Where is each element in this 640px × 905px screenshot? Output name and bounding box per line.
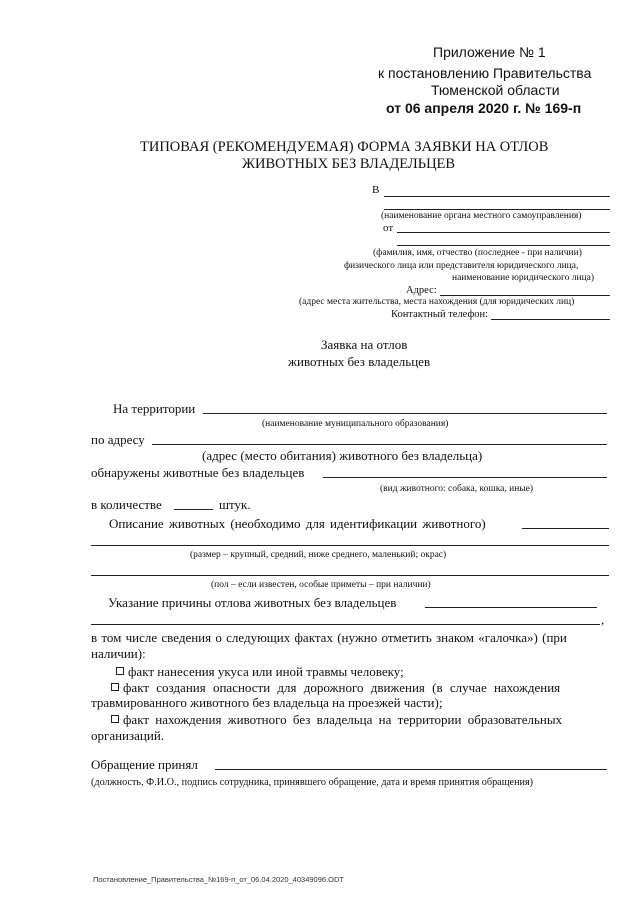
quantity-unit: штук. xyxy=(219,497,251,512)
description-field-2[interactable] xyxy=(91,545,609,546)
accepted-caption: (должность, Ф.И.О., подпись сотрудника, принявшего обращение, дата и время принятия обращения) xyxy=(91,777,534,788)
address-field-form[interactable] xyxy=(152,444,607,445)
appendix-date: от 06 апреля 2020 г. № 169-п xyxy=(386,100,582,116)
fact-1-label: факт нанесения укуса или иной травмы человеку; xyxy=(128,664,404,679)
found-caption: (вид животного: собака, кошка, иные) xyxy=(380,484,534,494)
facts-intro-2: наличии): xyxy=(91,646,146,661)
request-heading-1: Заявка на отлов xyxy=(321,337,408,352)
quantity-label: в количестве xyxy=(91,497,162,512)
from-caption-3: наименование юридического лица) xyxy=(452,273,595,283)
reason-field-2[interactable] xyxy=(91,624,600,625)
fact-1-item[interactable] xyxy=(116,664,404,680)
form-title-line-1: ТИПОВАЯ (РЕКОМЕНДУЕМАЯ) ФОРМА ЗАЯВКИ НА ОТЛОВ xyxy=(140,139,549,155)
appendix-line-2: к постановлению Правительства xyxy=(378,65,592,81)
appendix-line-3: Тюменской области xyxy=(431,82,560,98)
fact-3-checkbox[interactable] xyxy=(111,715,119,723)
fact-2-label-1: факт создания опасности для дорожного движения (в случае нахождения xyxy=(123,680,561,695)
fact-1-checkbox[interactable] xyxy=(116,667,124,675)
territory-field[interactable] xyxy=(203,413,607,414)
fact-3-label-1: факт нахождения животного без владельца на территории образовательных xyxy=(123,712,563,727)
accepted-label: Обращение принял xyxy=(91,757,198,772)
to-label: В xyxy=(372,184,380,196)
form-title-line-2: ЖИВОТНЫХ БЕЗ ВЛАДЕЛЬЦЕВ xyxy=(242,156,456,172)
found-field[interactable] xyxy=(323,477,607,478)
to-caption: (наименование органа местного самоуправления) xyxy=(381,211,582,221)
reason-field-1[interactable] xyxy=(425,607,597,608)
request-heading-2: животных без владельцев xyxy=(288,354,431,369)
fact-3-item[interactable] xyxy=(111,712,562,728)
territory-caption: (наименование муниципального образования) xyxy=(262,419,449,429)
from-field-2[interactable] xyxy=(397,245,610,246)
facts-intro-1: в том числе сведения о следующих фактах (нужно отметить знаком «галочка») (при xyxy=(91,630,567,645)
address-label: Адрес: xyxy=(406,285,437,296)
fact-2-label-2: травмированного животного без владельца на проезжей части); xyxy=(91,695,443,710)
quantity-field[interactable] xyxy=(174,509,213,510)
address-label-form: по адресу xyxy=(91,432,145,447)
from-caption-2: физического лица или представителя юридического лица, xyxy=(344,261,579,271)
phone-label: Контактный телефон: xyxy=(391,309,489,320)
accepted-field[interactable] xyxy=(215,769,607,770)
fact-2-checkbox[interactable] xyxy=(111,683,119,691)
address-caption: (адрес места жительства, места нахождения (для юридических лиц) xyxy=(299,297,575,307)
from-label: от xyxy=(383,222,394,234)
description-label: Описание животных (необходимо для идентификации животного) xyxy=(109,516,486,531)
from-caption-1: (фамилия, имя, отчество (последнее - при наличии) xyxy=(373,248,582,258)
to-field-2[interactable] xyxy=(384,209,610,210)
fact-2-item[interactable] xyxy=(111,680,560,696)
to-field[interactable] xyxy=(384,196,610,197)
fact-3-label-2: организаций. xyxy=(91,728,165,743)
address-field[interactable] xyxy=(440,295,610,296)
address-caption-form: (адрес (место обитания) животного без владельца) xyxy=(202,448,483,463)
reason-label: Указание причины отлова животных без владельцев xyxy=(108,595,397,610)
description-caption-1: (размер – крупный, средний, ниже среднего, маленький; окрас) xyxy=(190,550,447,560)
phone-field[interactable] xyxy=(491,319,610,320)
from-field[interactable] xyxy=(397,232,610,233)
found-label: обнаружены животные без владельцев xyxy=(91,465,305,480)
reason-comma: , xyxy=(601,612,605,627)
territory-label: На территории xyxy=(113,401,196,416)
description-field-3[interactable] xyxy=(91,575,609,576)
description-field-1[interactable] xyxy=(522,528,609,529)
appendix-line-1: Приложение № 1 xyxy=(433,44,546,60)
footer-filename: Постановление_Правительства_№169-п_от_06.04.2020_40349096.ODT xyxy=(93,875,344,884)
description-caption-2: (пол – если известен, особые приметы – при наличии) xyxy=(211,580,431,590)
